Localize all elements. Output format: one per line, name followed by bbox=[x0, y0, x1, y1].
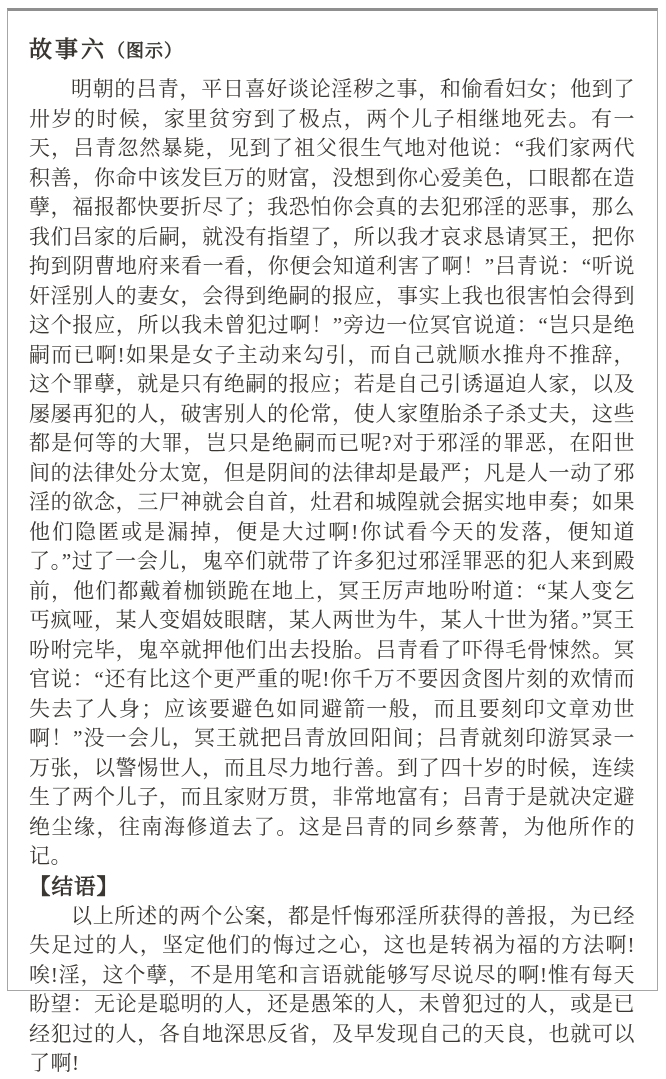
conclusion-heading: 【结语】 bbox=[29, 874, 120, 899]
title-annotation: （图示） bbox=[107, 41, 183, 61]
page-content bbox=[8, 11, 657, 1079]
conclusion-paragraph: 以上所述的两个公案，都是忏悔邪淫所获得的善报，为已经失足过的人，坚定他们的悔过之心，这也是转祸为福的方法啊!唉!淫，这个孽，不是用笔和言语就能够写尽说尽的啊!惟有每天盼望：无论是聪明的人，还是愚笨的人，未曾犯过的人，或是已经犯过的人，各自地深思反省，及早发现自己的天良，也就可以了啊! bbox=[29, 903, 635, 1075]
document-page bbox=[7, 8, 658, 1075]
story-paragraph: 明朝的吕青，平日喜好谈论淫秽之事，和偷看妇女；他到了卅岁的时候，家里贫穷到了极点，两个儿子相继地死去。有一天，吕青忽然暴毙，见到了祖父很生气地对他说：“我们家两代积善，你命中该发巨万的财富，没想到你心爱美色，口眼都在造孽，福报都快要折尽了；我恐怕你会真的去犯邪淫的恶事，那么我们吕家的后嗣，就没有指望了，所以我才哀求恳请冥王，把你拘到阴曹地府来看一看，你便会知道利害了啊！”吕青说：“听说奸淫别人的妻女，会得到绝嗣的报应，事实上我也很害怕会得到这个报应，所以我未曾犯过啊！”旁边一位冥官说道：“岂只是绝嗣而已啊!如果是女子主动来勾引，而自己就顺水推舟不推辞，这个罪孽，就是只有绝嗣的报应；若是自己引诱逼迫人家，以及屡屡再犯的人，破害别人的伦常，使人家堕胎杀子杀丈夫，这些都是何等的大罪，岂只是绝嗣而已呢?对于邪淫的罪恶，在阳世间的法律处分太宽，但是阴间的法律却是最严；凡是人一动了邪淫的欲念，三尸神就会自首，灶君和城隍就会据实地申奏；如果他们隐匿或是漏掉，便是大过啊!你试看今天的发落，便知道了。”过了一会儿，鬼卒们就带了许多犯过邪淫罪恶的犯人来到殿前，他们都戴着枷锁跪在地上，冥王厉声地吩咐道：“某人变乞丐疯哑，某人变娼妓眼瞎，某人两世为牛，某人十世为猪。”冥王吩咐完毕，鬼卒就押他们出去投胎。吕青看了吓得毛骨悚然。冥官说：“还有比这个更严重的呢!你千万不要因贪图片刻的欢情而失去了人身；应该要避色如同避箭一般，而且要刻印文章劝世啊！”没一会儿，冥王就把吕青放回阳间；吕青就刻印游冥录一万张，以警惕世人，而且尽力地行善。到了四十岁的时候，连续生了两个儿子，而且家财万贯，非常地富有；吕青于是就决定避绝尘缘，往南海修道去了。这是吕青的同乡蔡菁，为他所作的记。 bbox=[29, 77, 635, 868]
page-title bbox=[29, 35, 635, 66]
story-title-text: 故事六 bbox=[29, 37, 107, 62]
